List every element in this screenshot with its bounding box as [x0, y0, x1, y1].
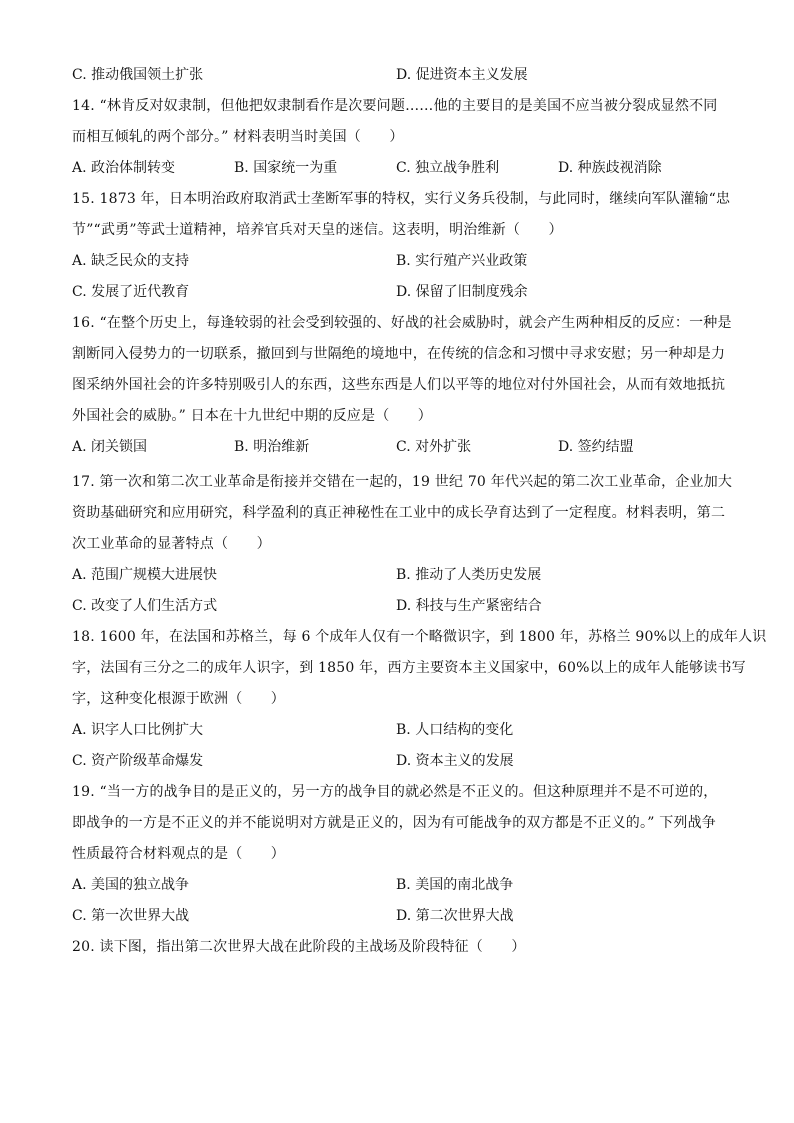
q17-stem-line-3: 次工业革命的显著特点（ ）	[72, 536, 271, 552]
q18-stem-line-2: 字，法国有三分之二的成年人识字，到 1850 年，西方主要资本主义国家中，60%以上的成年人能够读书写	[72, 660, 746, 676]
q14-stem-line-2: 而相互倾轧的两个部分。” 材料表明当时美国（ ）	[72, 129, 404, 145]
q19-option-b[interactable]: B. 美国的南北战争	[396, 877, 514, 893]
q16-option-c[interactable]: C. 对外扩张	[396, 439, 472, 455]
q18-option-c[interactable]: C. 资产阶级革命爆发	[72, 753, 204, 769]
q17-option-a[interactable]: A. 范围广规模大进展快	[72, 567, 218, 583]
q13-option-d[interactable]: D. 促进资本主义发展	[396, 67, 528, 83]
q16-option-a[interactable]: A. 闭关锁国	[72, 439, 148, 455]
q18-options-row-1	[72, 717, 728, 748]
q14-stem-line-1: 14. “林肯反对奴隶制，但他把奴隶制看作是次要问题……他的主要目的是美国不应当被分裂成显然不同	[72, 98, 718, 114]
q17-option-c[interactable]: C. 改变了人们生活方式	[72, 598, 218, 614]
q18-option-b[interactable]: B. 人口结构的变化	[396, 722, 514, 738]
q18-option-a[interactable]: A. 识字人口比例扩大	[72, 722, 204, 738]
q14-option-c[interactable]: C. 独立战争胜利	[396, 160, 500, 176]
q19-option-a[interactable]: A. 美国的独立战争	[72, 877, 190, 893]
q17-stem-line-1: 17. 第一次和第二次工业革命是衔接并交错在一起的，19 世纪 70 年代兴起的第二次工业革命，企业加大	[72, 474, 733, 490]
q14-options	[72, 155, 728, 186]
q13-options	[72, 62, 728, 93]
q19-option-c[interactable]: C. 第一次世界大战	[72, 908, 190, 924]
q14-option-b[interactable]: B. 国家统一为重	[234, 160, 338, 176]
q16-stem-line-3: 图采纳外国社会的许多特别吸引人的东西，这些东西是人们以平等的地位对付外国社会，从而有效地抵抗	[72, 377, 726, 393]
q17-options-row-1	[72, 562, 728, 593]
q15-options-row-2	[72, 279, 728, 310]
q14-option-d[interactable]: D. 种族歧视消除	[558, 160, 662, 176]
q16-stem-line-2: 割断同入侵势力的一切联系，撤回到与世隔绝的境地中，在传统的信念和习惯中寻求安慰；另一种却是力	[72, 346, 726, 362]
q19-options-row-1	[72, 872, 728, 903]
q13-option-c[interactable]: C. 推动俄国领土扩张	[72, 67, 204, 83]
q15-option-c[interactable]: C. 发展了近代教育	[72, 284, 190, 300]
q18-stem-line-1: 18. 1600 年，在法国和苏格兰，每 6 个成年人仅有一个略微识字，到 1800 年，苏格兰 90%以上的成年人识	[72, 629, 767, 645]
q15-stem-line-2: 节”“武勇”等武士道精神，培养官兵对天皇的迷信。这表明，明治维新（ ）	[72, 222, 563, 238]
q15-stem-line-1: 15. 1873 年，日本明治政府取消武士垄断军事的特权，实行义务兵役制，与此同时，继续向军队灌输“忠	[72, 191, 731, 207]
q18-option-d[interactable]: D. 资本主义的发展	[396, 753, 514, 769]
q17-option-d[interactable]: D. 科技与生产紧密结合	[396, 598, 542, 614]
q16-stem-line-1: 16. “在整个历史上，每逢较弱的社会受到较强的、好战的社会威胁时，就会产生两种相反的反应：一种是	[72, 315, 732, 331]
q17-option-b[interactable]: B. 推动了人类历史发展	[396, 567, 542, 583]
q19-stem-line-3: 性质最符合材料观点的是（ ）	[72, 846, 285, 862]
q19-option-d[interactable]: D. 第二次世界大战	[396, 908, 514, 924]
q15-option-a[interactable]: A. 缺乏民众的支持	[72, 253, 190, 269]
q19-stem-line-2: 即战争的一方是不正义的并不能说明对方就是正义的，因为有可能战争的双方都是不正义的。” 下列战争	[72, 815, 717, 831]
q16-stem-line-4: 外国社会的威胁。” 日本在十九世纪中期的反应是（ ）	[72, 408, 433, 424]
q14-option-a[interactable]: A. 政治体制转变	[72, 160, 176, 176]
q16-option-b[interactable]: B. 明治维新	[234, 439, 310, 455]
q17-stem-line-2: 资助基础研究和应用研究，科学盈利的真正神秘性在工业中的成长孕育达到了一定程度。材料表明，第二	[72, 505, 726, 521]
q15-option-d[interactable]: D. 保留了旧制度残余	[396, 284, 528, 300]
q19-stem-line-1: 19. “当一方的战争目的是正义的，另一方的战争目的就必然是不正义的。但这种原理并不是不可逆的，	[72, 784, 718, 800]
q16-options	[72, 434, 728, 465]
q18-options-row-2	[72, 748, 728, 779]
q15-option-b[interactable]: B. 实行殖产兴业政策	[396, 253, 528, 269]
q20-stem-line-1: 20. 读下图，指出第二次世界大战在此阶段的主战场及阶段特征（ ）	[72, 939, 526, 955]
q18-stem-line-3: 字，这种变化根源于欧洲（ ）	[72, 691, 285, 707]
questions-block	[72, 62, 767, 965]
q17-options-row-2	[72, 593, 728, 624]
q16-option-d[interactable]: D. 签约结盟	[558, 439, 634, 455]
q19-options-row-2	[72, 903, 728, 934]
q15-options-row-1	[72, 248, 728, 279]
